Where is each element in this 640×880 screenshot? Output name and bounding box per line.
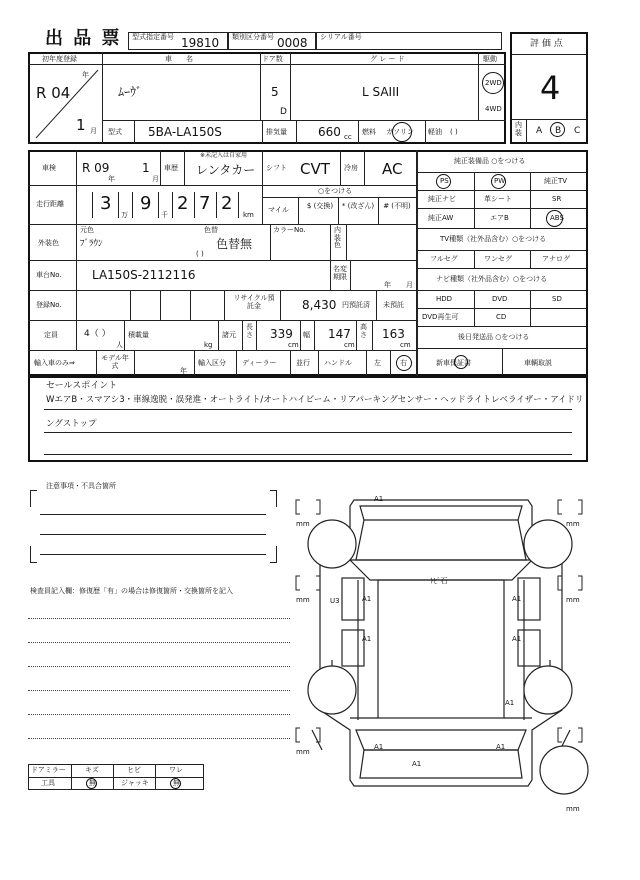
displacement-label: 排気量 bbox=[266, 128, 287, 136]
mark-rear-panel: A1 bbox=[412, 760, 422, 768]
score-label: 評 価 点 bbox=[530, 39, 563, 49]
navi-cd: CD bbox=[496, 313, 507, 321]
height-value: 163 bbox=[382, 327, 405, 341]
renewal-year-unit: 年 bbox=[384, 281, 391, 289]
caution-bracket-br bbox=[270, 546, 277, 563]
mile-label: マイル bbox=[268, 206, 289, 214]
light-oil-paren: ( ) bbox=[450, 128, 458, 136]
mileage-digit-4: 7 bbox=[199, 193, 211, 214]
length-cm: cm bbox=[288, 341, 299, 349]
acc-jack: ジャッキ bbox=[121, 779, 149, 787]
reg-no-label: 登録No. bbox=[36, 301, 62, 309]
interior-grade-b: B bbox=[555, 126, 562, 136]
sales-block bbox=[28, 376, 588, 462]
recycle-label: リサイクル預託金 bbox=[233, 294, 275, 311]
equip-abs-circle bbox=[546, 210, 563, 227]
mm-unit-6: mm bbox=[566, 805, 580, 813]
navi-header: ナビ種類（社外品含む）○をつける bbox=[436, 275, 548, 283]
equip-airbag: エアB bbox=[490, 214, 509, 222]
caution-label: 注意事項・不具合箇所 bbox=[46, 482, 116, 490]
capacity-label: 定員 bbox=[44, 331, 58, 339]
mark-rear-bumper-left: A1 bbox=[374, 743, 384, 751]
interior-label: 内装 bbox=[515, 121, 522, 137]
score-box bbox=[510, 32, 588, 144]
doors-label: ドア数 bbox=[262, 55, 283, 63]
model-type-value: 5BA-LA150S bbox=[148, 125, 222, 139]
acc-jack-circle bbox=[170, 778, 181, 789]
shift-value: CVT bbox=[300, 160, 330, 178]
acc-tools-circle bbox=[86, 778, 97, 789]
accessory-table bbox=[28, 764, 204, 790]
navi-dvd: DVD bbox=[492, 295, 508, 303]
height-cm: cm bbox=[400, 341, 411, 349]
ac-value: AC bbox=[382, 160, 403, 178]
genuine-header: 純正装備品 ○をつける bbox=[454, 157, 526, 165]
caution-bracket-tl bbox=[30, 490, 37, 507]
length-label: 長さ bbox=[246, 323, 253, 339]
shaken-year-unit: 年 bbox=[108, 175, 115, 183]
kg-unit: kg bbox=[204, 341, 213, 349]
import-label: 輸入車のみ⇒ bbox=[34, 359, 75, 367]
light-oil-label: 軽油 bbox=[428, 128, 442, 136]
first-reg-month: 1 bbox=[76, 116, 86, 134]
ext-color-label: 外装色 bbox=[38, 239, 59, 247]
handle-left: 左 bbox=[374, 359, 381, 367]
paint-label: 色替 bbox=[204, 226, 218, 234]
car-name-label: 車 名 bbox=[165, 55, 193, 63]
recycle-unit: 円預託済 bbox=[342, 301, 370, 309]
renewal-month-unit: 月 bbox=[406, 281, 413, 289]
serial-label: シリアル番号 bbox=[320, 33, 362, 41]
renewal-label: 名変期限 bbox=[333, 265, 347, 282]
month-unit: 月 bbox=[90, 127, 97, 135]
mark-left-rear-door: A1 bbox=[362, 635, 372, 643]
later-manual: 車輌取説 bbox=[524, 359, 552, 367]
navi-sd: SD bbox=[552, 295, 562, 303]
person-unit: 人 bbox=[116, 341, 123, 349]
navi-hdd: HDD bbox=[436, 295, 453, 303]
tv-oneseg: ワンセグ bbox=[484, 255, 512, 263]
mm-unit-4: mm bbox=[566, 596, 580, 604]
orig-color-label: 元色 bbox=[80, 226, 94, 234]
door-suffix: D bbox=[280, 107, 287, 117]
later-warranty: 新車保証書 bbox=[436, 359, 471, 367]
parallel-label: 並行 bbox=[296, 359, 310, 367]
fuel-circle bbox=[392, 122, 412, 142]
sen-unit: 千 bbox=[161, 211, 168, 219]
sales-line-1: WエアB・スマアシ3・車線逸脱・誤発進・オートライト/オートハイビーム・リアパーキングセンサー・ヘッドライトレベライザー・アイドリ bbox=[46, 395, 584, 405]
mileage-digit-2: 9 bbox=[140, 193, 152, 214]
shaken-month: 1 bbox=[142, 161, 150, 175]
car-name-value: ﾑｰｳﾞ bbox=[118, 85, 143, 99]
class-no-value: 0008 bbox=[277, 36, 308, 50]
first-reg-label: 初年度登録 bbox=[42, 55, 77, 63]
load-label: 積載量 bbox=[128, 331, 149, 339]
model-type-label: 型式 bbox=[108, 128, 122, 136]
history-note: ※未記入は自家用 bbox=[200, 152, 248, 159]
acc-scratch: キズ bbox=[85, 766, 99, 774]
chassis-value: LA150S-2112116 bbox=[92, 268, 196, 282]
mark-roof-note: ﾄﾋﾞ石 bbox=[430, 577, 448, 585]
width-label: 幅 bbox=[303, 331, 310, 339]
mark-front-bumper: A1 bbox=[374, 495, 384, 503]
equip-pw: PW bbox=[494, 177, 506, 185]
equip-pw-circle bbox=[491, 174, 506, 189]
equip-tv: 純正TV bbox=[544, 177, 568, 185]
car-diagram bbox=[292, 480, 592, 820]
acc-jack-value: 無 bbox=[173, 779, 180, 787]
shaken-year: R 09 bbox=[82, 161, 110, 175]
exchange-label: $ (交換) bbox=[306, 202, 334, 210]
tv-analog: アナログ bbox=[542, 255, 570, 263]
year-unit: 年 bbox=[82, 71, 89, 79]
model-year-unit: 年 bbox=[180, 367, 187, 375]
first-reg-year: R 04 bbox=[36, 84, 71, 102]
handle-label: ハンドル bbox=[324, 359, 352, 367]
class-no-label: 類別区分番号 bbox=[232, 33, 274, 41]
orig-color-value: ﾌﾞﾗｳﾝ bbox=[80, 239, 103, 249]
class-no-box bbox=[228, 32, 316, 50]
navi-dvd-play: DVD再生可 bbox=[422, 313, 459, 321]
import-class-label: 輸入区分 bbox=[198, 359, 226, 367]
tv-header: TV種類（社外品含む）○をつける bbox=[440, 235, 547, 243]
inspector-label: 検査員記入欄：修復歴「有」の場合は修復箇所・交換箇所を記入 bbox=[30, 587, 233, 595]
equip-abs: ABS bbox=[550, 214, 564, 222]
km-unit: km bbox=[243, 211, 254, 219]
interior-grade-a: A bbox=[536, 126, 543, 136]
grade-label: グ レ ー ド bbox=[370, 55, 405, 63]
mileage-digit-3: 2 bbox=[177, 193, 189, 214]
shaken-label: 車検 bbox=[42, 164, 56, 172]
fuel-value: ガソリン bbox=[386, 128, 414, 136]
width-cm: cm bbox=[344, 341, 355, 349]
acc-broken: ワレ bbox=[169, 766, 183, 774]
equip-aw: 純正AW bbox=[428, 214, 454, 222]
drive-label: 駆動 bbox=[483, 55, 497, 63]
mark-right-rear-door: A1 bbox=[512, 635, 522, 643]
length-value: 339 bbox=[270, 327, 293, 341]
doors-value: 5 bbox=[271, 85, 279, 99]
equip-sr: SR bbox=[552, 195, 562, 203]
mark-left-fender: U3 bbox=[330, 597, 340, 605]
unknown-label: # (不明) bbox=[383, 202, 411, 210]
grade-value: L SAIII bbox=[362, 85, 400, 99]
dealer-label: ディーラー bbox=[242, 359, 277, 367]
chassis-label: 車台No. bbox=[36, 271, 62, 279]
later-warranty-circle bbox=[454, 355, 468, 369]
acc-mirror: ドアミラー bbox=[31, 766, 66, 774]
later-header: 後日発送品 ○をつける bbox=[458, 333, 530, 341]
caution-bracket-bl bbox=[30, 546, 37, 563]
interior-grade-circle bbox=[550, 122, 565, 137]
dimensions-label: 諸元 bbox=[222, 331, 236, 339]
mark-left-front-door: A1 bbox=[362, 595, 372, 603]
mileage-digit-1: 3 bbox=[100, 193, 112, 214]
mileage-circle-note: ○をつける bbox=[318, 187, 353, 195]
paint-value: 色替無 bbox=[216, 237, 253, 251]
caution-bracket-tr bbox=[270, 490, 277, 507]
equip-navi: 純正ナビ bbox=[428, 195, 456, 203]
capacity-value: 4（ ） bbox=[84, 329, 111, 339]
model-year-label: モデル年式 bbox=[101, 354, 129, 371]
acc-crack: ヒビ bbox=[127, 766, 141, 774]
history-label: 車歴 bbox=[164, 164, 178, 172]
width-value: 147 bbox=[328, 327, 351, 341]
ac-label: 冷房 bbox=[344, 164, 358, 172]
mm-unit-2: mm bbox=[566, 520, 580, 528]
tampered-label: * (改ざん) bbox=[341, 202, 375, 210]
sales-label: セールスポイント bbox=[46, 381, 118, 391]
handle-right: 右 bbox=[400, 359, 407, 367]
mileage-label: 走行距離 bbox=[36, 200, 64, 208]
height-label: 高さ bbox=[360, 323, 367, 339]
interior-grade-c: C bbox=[574, 126, 581, 136]
mm-unit-3: mm bbox=[296, 596, 310, 604]
equip-ps-circle bbox=[436, 174, 451, 189]
acc-tools-value: 無 bbox=[89, 779, 96, 787]
mm-unit-1: mm bbox=[296, 520, 310, 528]
mark-rear-bumper-right: A1 bbox=[496, 743, 506, 751]
history-value: レンタカー bbox=[196, 163, 256, 177]
mileage-digit-5: 2 bbox=[221, 193, 233, 214]
shaken-month-unit: 月 bbox=[152, 175, 159, 183]
shift-label: シフト bbox=[266, 164, 287, 172]
equip-ps: PS bbox=[440, 177, 449, 185]
int-color-label: 内装色 bbox=[334, 226, 341, 250]
model-no-value: 19810 bbox=[181, 36, 220, 50]
tv-fullseg: フルセグ bbox=[430, 255, 458, 263]
paint-paren: ( ) bbox=[196, 250, 204, 258]
displacement-value: 660 bbox=[318, 125, 341, 139]
mark-right-quarter: A1 bbox=[505, 699, 515, 707]
serial-box bbox=[316, 32, 502, 50]
sales-line-2: ングストップ bbox=[46, 419, 97, 429]
fuel-label: 燃料 bbox=[362, 128, 376, 136]
model-no-label: 型式指定番号 bbox=[132, 33, 174, 41]
model-no-box bbox=[128, 32, 228, 50]
doc-title: 出 品 票 bbox=[45, 28, 122, 49]
cc-unit: cc bbox=[344, 133, 352, 141]
recycle-not: 未預託 bbox=[383, 301, 404, 309]
man-unit: 万 bbox=[121, 211, 128, 219]
mark-right-front-door: A1 bbox=[512, 595, 522, 603]
score-value: 4 bbox=[540, 69, 561, 107]
drive-2wd: 2WD bbox=[485, 79, 502, 87]
color-no-label: カラーNo. bbox=[273, 226, 306, 234]
mm-unit-5: mm bbox=[296, 748, 310, 756]
equip-leather: 革シート bbox=[484, 195, 512, 203]
acc-tools: 工具 bbox=[41, 779, 55, 787]
drive-4wd: 4WD bbox=[485, 105, 502, 113]
equipment-panel bbox=[418, 152, 586, 374]
recycle-amount: 8,430 bbox=[302, 298, 337, 312]
